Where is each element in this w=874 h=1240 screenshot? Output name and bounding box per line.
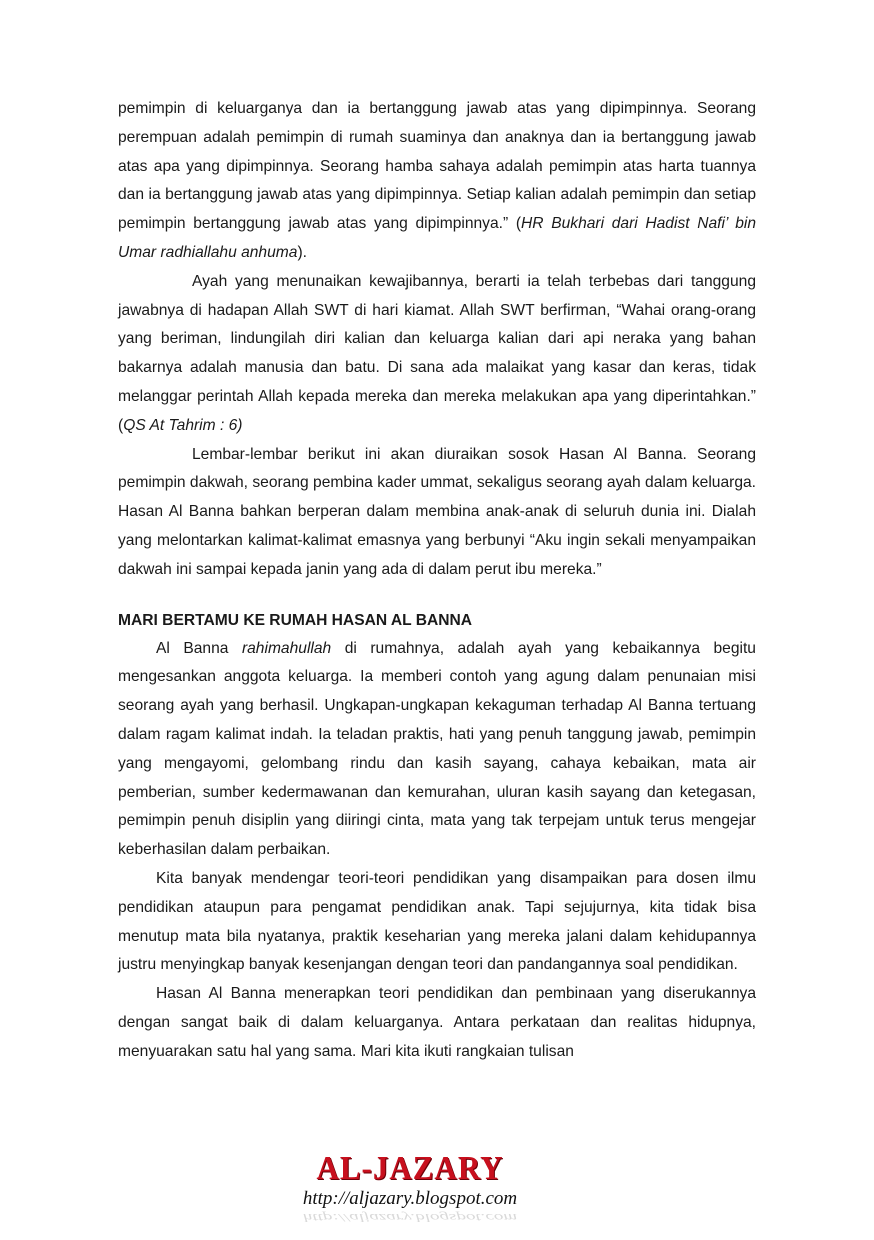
paragraph-3: Lembar-lembar berikut ini akan diuraikan sosok Hasan Al Banna. Seorang pemimpin dakwah, seorang pembina kader ummat, sekaligus seorang ayah dalam keluarga. Hasan Al Banna bahkan berperan dalam membina anak-anak di seluruh dunia ini. Dialah yang melontarkan kalimat-kalimat emasnya yang berbunyi “Aku ingin sekali menyampaikan dakwah ini sampai kepada janin yang ada di dalam perut ibu mereka.” [118,445,756,578]
paragraph-1-end: ). [297,243,307,261]
paragraph-1-citation: HR Bukhari dari Hadist Nafi’ bin Umar radhiallahu anhuma [118,215,757,261]
logo-brand: AL-JAZARY [316,1148,504,1187]
section-heading: MARI BERTAMU KE RUMAH HASAN AL BANNA [118,611,473,629]
footer-logo [290,1150,530,1225]
document-body [118,95,756,1067]
paragraph-2-text: Ayah yang menunaikan kewajibannya, berarti ia telah terbebas dari tanggung jawabnya di hadapan Allah SWT di hari kiamat. Allah SWT berfirman, “Wahai orang-orang yang beriman, lindungilah diri kalian dan keluarga kalian dari api neraka yang bahan bakarnya adalah manusia dan batu. Di sana ada malaikat yang kasar dan keras, tidak melanggar perintah Allah kepada mereka dan mereka melakukan apa yang diperintahkan.” ( [118,272,756,434]
paragraph-4-start: Al Banna [156,639,242,657]
logo-url[interactable]: http://aljazary.blogspot.com [302,1188,518,1209]
paragraph-1 [118,95,756,268]
paragraph-1-text: pemimpin di keluarganya dan ia bertanggung jawab atas yang dipimpinnya. Seorang perempuan adalah pemimpin di rumah suaminya dan anaknya dan ia bertanggung jawab atas apa yang dipimpinnya. Seorang hamba sahaya adalah pemimpin atas harta tuannya dan ia bertanggung jawab atas yang dipimpinnya. Setiap kalian adalah pemimpin dan setiap pemimpin bertanggung jawab atas yang dipimpinnya.” ( [118,100,756,233]
paragraph-6: Hasan Al Banna menerapkan teori pendidikan dan pembinaan yang diserukannya dengan sangat baik di dalam keluarganya. Antara perkataan dan realitas hidupnya, menyuarakan satu hal yang sama. Mari kita ikuti rangkaian tulisan [118,985,756,1060]
logo-url-reflection: http://aljazary.blogspot.com [302,1211,518,1224]
paragraph-4 [118,635,756,865]
paragraph-2 [118,268,756,441]
paragraph-4-emphasis: rahimahullah [241,639,332,657]
paragraph-5: Kita banyak mendengar teori-teori pendidikan yang disampaikan para dosen ilmu pendidikan ataupun para pengamat pendidikan anak. Tapi sejujurnya, kita tidak bisa menutup mata bila nyatanya, praktik keseharian yang mereka jalani dalam kehidupannya justru menyingkap banyak kesenjangan dengan teori dan pandangannya soal pendidikan. [118,869,756,974]
paragraph-4-text: di rumahnya, adalah ayah yang kebaikannya begitu mengesankan anggota keluarga. Ia memberi contoh yang agung dalam penunaian misi seorang ayah yang berhasil. Ungkapan-ungkapan kekaguman terhadap Al Banna tertuang dalam ragam kalimat indah. Ia teladan praktis, hati yang penuh tanggung jawab, pemimpin yang mengayomi, gelombang rindu dan kasih sayang, cahaya kebaikan, mata air pemberian, sumber kedermawanan dan kemurahan, uluran kasih sayang dan ketegasan, pemimpin penuh disiplin yang diiringi cinta, mata yang tak terpejam untuk terus mengejar keberhasilan dalam perbaikan. [118,639,756,859]
paragraph-2-citation: QS At Tahrim : 6) [123,416,243,434]
section-gap [118,585,756,607]
